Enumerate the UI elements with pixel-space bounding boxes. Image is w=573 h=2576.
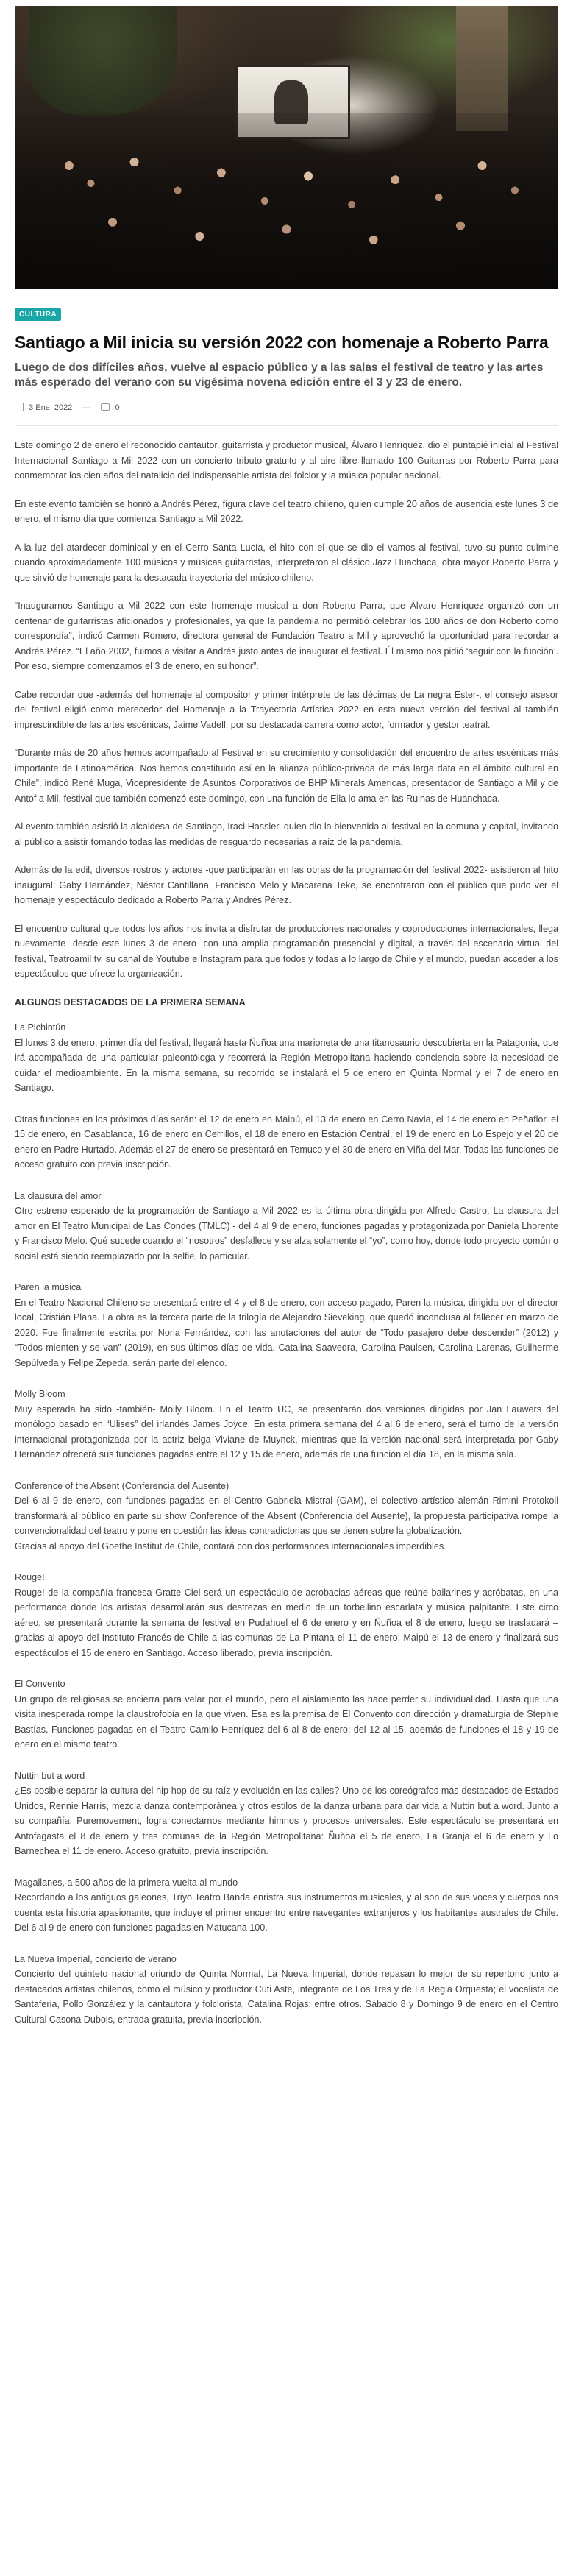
meta-separator: — [82, 403, 91, 413]
category-badge[interactable]: CULTURA [15, 308, 61, 321]
section-title: Conference of the Absent (Conferencia del Ausente) [15, 1480, 229, 1491]
section-title: Magallanes, a 500 años de la primera vuelta al mundo [15, 1877, 238, 1888]
section-title: Molly Bloom [15, 1389, 65, 1400]
date-item [15, 403, 72, 412]
section-text: Un grupo de religiosas se encierra para velar por el mundo, pero el aislamiento las hace perder su individualidad. Hasta que una visita inesperada rompe la claustrofobia en la que viven. Esa es la premisa de El Convento con dirección y dramaturgia de Stephie Bastías. Funciones pagadas en el Teatro Camilo Henríquez del 6 al 8 de enero; del 12 al 15, además de funciones el 18 y 19 de enero en el mismo teatro. [15, 1694, 558, 1750]
section-item [15, 1387, 558, 1462]
section-item [15, 1769, 558, 1859]
section-text: Otras funciones en los próximos días serán: el 12 de enero en Maipú, el 13 de enero en Cerro Navia, el 14 de enero en Peñaflor, el 15 de enero, en Casablanca, 16 de enero en Cerrillos, el 18 de enero en Estación Central, el 19 de enero en Lo Espejo y el 20 de enero en Padre Hurtado. Además el 27 de enero se presentará en Temuco y el 30 de enero en Viña del Mar. Todas las funciones de acceso gratuito con previa inscripción. [15, 1114, 558, 1170]
section-text: Otro estreno esperado de la programación de Santiago a Mil 2022 es la última obra dirigida por Alfredo Castro, La clausura del amor en El Teatro Municipal de Las Condes (TMLC) - del 4 al 9 de enero, funciones pagadas y protagonizada por Daniela Lhorente y Francisco Melo. Qué sucede cuando el “nosotros” desfallece y se alza solamente el “yo”, como hoy, donde todo proyecto común o social está siendo reemplazado por la selfie, lo particular. [15, 1206, 558, 1262]
divider [15, 425, 558, 426]
paragraph: Al evento también asistió la alcaldesa de Santiago, Iraci Hassler, quien dio la bienvenida al festival en la comuna y capital, invitando al público a asistir tomando todas las medidas de resguardo necesarias a raíz de la pandemia. [15, 821, 558, 847]
hero-image [15, 6, 558, 289]
section-title: La clausura del amor [15, 1190, 102, 1201]
article-date: 3 Ene, 2022 [29, 403, 73, 412]
section-title: El Convento [15, 1679, 65, 1690]
paragraph: “Inaugurarnos Santiago a Mil 2022 con este homenaje musical a don Roberto Parra, que Álvaro Henríquez organizó con un centenar de guitarristas aficionados y profesionales, ya que la pandemia no permitió celebrar los 100 años de don Roberto como correspondía”, indicó Carmen Romero, directora general de Fundación Teatro a Mil y aprovechó la oportunidad para recordar a Andrés Pérez. “El año 2002, fuimos a visitar a Andrés justo antes de inaugurar el festival. Él mismo nos pidió ‘seguir con la función’. Por eso, siempre comenzamos el 3 de enero, en su honor”. [15, 601, 558, 672]
section-text: ¿Es posible separar la cultura del hip hop de su raíz y evolución en las calles? Uno de los coreógrafos más destacados de Estados Unidos, Rennie Harris, mezcla danza contemporánea y otros estilos de la danza urbana para dar vida a Nuttin but a word. Junto a su compañía, Puremovement, logra conectarnos mediante himnos y procesos universales. Este espectáculo se presentará en Antofagasta el 8 de enero y tres comunas de la Región Metropolitana: Ñuñoa el 5 de enero, La Granja el 6 de enero y Lo Barnechea el 11 de enero. Acceso gratuito, previa inscripción. [15, 1786, 558, 1857]
section-text: Del 6 al 9 de enero, con funciones pagadas en el Centro Gabriela Mistral (GAM), el colectivo artístico alemán Rimini Protokoll transformará al público en parte su show Conference of the Absent (Conferencia del Ausente), la propuesta participativa rompe la convencionalidad del teatro y pone en cuestión las ideas contradictorias que se tienen sobre la globalización. [15, 1496, 558, 1537]
section-title: La Nueva Imperial, concierto de verano [15, 1953, 177, 1964]
section-title: Rouge! [15, 1572, 45, 1583]
section-text: Gracias al apoyo del Goethe Institut de Chile, contará con dos performances internacionales imperdibles. [15, 1540, 446, 1551]
paragraph: El encuentro cultural que todos los años nos invita a disfrutar de producciones nacionales y coproducciones internacionales, llega nuevamente -desde este lunes 3 de enero- con una amplia programación presencial y digital, a través del escenario virtual del festival, Teatroamil tv, su canal de Youtube e Instagram para que todos y todas a lo largo de Chile y el mundo, puedan acceder a los espectáculos que ofrece la organización. [15, 923, 558, 980]
section-text: En el Teatro Nacional Chileno se presentará entre el 4 y el 8 de enero, con acceso pagado, Paren la música, dirigida por el director local, Cristián Plana. La obra es la tercera parte de la trilogía de Alejandro Sieveking, que quedó inconclusa al fallecer en marzo de 2020. Fue finalmente escrita por Nona Fernández, con las anotaciones del autor de “Todo pasajero debe descender” (2012) y “Todos mienten y se van” (2019), en sus últimos días de vida. Catalina Saavedra, Carolina Paulsen, Carolina Larenas, Guilherme Sepúlveda y Felipe Zepeda, serán parte del elenco. [15, 1297, 558, 1368]
paragraph: Además de la edil, diversos rostros y actores -que participarán en las obras de la programación del festival 2022- asistieron al hito inaugural: Gaby Hernández, Néstor Cantillana, Francisco Melo y Macarena Teke, se encontraron con el público que pudo ver el homenaje y espectáculo dedicado a Roberto Parra y Andrés Pérez. [15, 865, 558, 906]
section-item [15, 1875, 558, 1936]
section-item [15, 1479, 558, 1554]
section-item [15, 1189, 558, 1264]
section-item [15, 1677, 558, 1752]
section-item [15, 1020, 558, 1096]
highlights-heading: ALGUNOS DESTACADOS DE LA PRIMERA SEMANA [15, 997, 246, 1008]
section-title: La Pichintún [15, 1022, 66, 1033]
hero-tree [29, 6, 177, 116]
paragraph: Este domingo 2 de enero el reconocido cantautor, guitarrista y productor musical, Álvaro Henríquez, dio el puntapié inicial al Festival Internacional Santiago a Mil 2022 con un concierto tributo gratuito y al aire libre llamado 100 Guitarras por Roberto Parra para conmemorar los cien años del natalicio del indispensable artista del folclor y la música popular nacional. [15, 440, 558, 481]
comments-link[interactable] [101, 403, 119, 412]
section-title: Nuttin but a word [15, 1770, 85, 1781]
section-text: Recordando a los antiguos galeones, Triyo Teatro Banda enristra sus instrumentos musicales, y al son de sus voces y cuerpos nos cuenta esta historia apasionante, que incluye el primer encuentro entre navegantes extranjeros y los habitantes australes de Chile. Del 6 al 9 de enero con funciones pagadas en Matucana 100. [15, 1892, 558, 1933]
hero-crowd [15, 113, 558, 289]
section-item [15, 1112, 558, 1172]
section-text: Rouge! de la compañía francesa Gratte Ciel será un espectáculo de acrobacias aéreas que reúne bailarines y acróbatas, en una performance donde los artistas desarrollarán sus destrezas en medio de un torbellino escarlata y música palpitante. Este circo aéreo, se presentará durante la semana de festival en Pudahuel el 6 de enero y en Ñuñoa el 8 de enero, luego se trasladará – gracias al apoyo del Instituto Francés de Chile a las comunas de La Pintana el 11 de enero, Maipú el 13 de enero y finalizará sus espectáculos el 15 de enero en Santiago. Acceso liberado, previa inscripción. [15, 1587, 558, 1658]
article-body [15, 438, 558, 2027]
section-text: Muy esperada ha sido -también- Molly Bloom. En el Teatro UC, se presentarán dos versiones dirigidas por Jan Lauwers del monólogo basado en “Ulises” del irlandés James Joyce. En esta primera semana del 4 al 6 de enero, será el turno de la versión internacional protagonizada por la actriz belga Viviane de Muynck, mientras que la versión nacional será interpretada por Gaby Hernández ofrecerá sus funciones pagadas entre el 12 y 15 de enero, además de una función el día 18, en la misma sala. [15, 1404, 558, 1460]
sections-list [15, 1020, 558, 2027]
section-item [15, 1570, 558, 1660]
comment-count: 0 [115, 403, 120, 413]
section-text: Concierto del quinteto nacional oriundo de Quinta Normal, La Nueva Imperial, donde repasan lo mejor de su repertorio junto a destacados artistas chilenos, como el músico y productor Cuti Aste, integrante de Los Tres y de La Regia Orquesta; el vocalista de Santaferia, Pollo González y la cantautora y folclorista, Catalina Rojas; entre otros. Sábado 8 y Domingo 9 de enero en el Centro Cultural Casona Dubois, entrada gratuita, previa inscripción. [15, 1969, 558, 2025]
section-text: El lunes 3 de enero, primer día del festival, llegará hasta Ñuñoa una marioneta de una titanosaurio descubierta en la Patagonia, que irá acompañada de una particular paleontóloga y recorrerá la Región Metropolitana haciendo conciencia sobre la necesidad de cuidar el medioambiente. En la misma semana, su recorrido se instalará el 5 de enero en Quinta Normal y el 7 de enero en Santiago. [15, 1037, 558, 1094]
article-title: Santiago a Mil inicia su versión 2022 con homenaje a Roberto Parra [15, 333, 549, 352]
section-title: Paren la música [15, 1282, 82, 1293]
paragraph: Cabe recordar que -además del homenaje al compositor y primer intérprete de las décimas de La negra Ester-, el consejo asesor del festival eligió como merecedor del Homenaje a la Trayectoria Artística 2022 en esta nueva versión del festival al también imprescindible de las artes escénicas, Jaime Vadell, por su destacada carrera como actor, formador y gestor teatral. [15, 689, 558, 730]
article-meta [15, 403, 558, 412]
section-item [15, 1952, 558, 2028]
calendar-icon [15, 403, 24, 411]
section-item [15, 1280, 558, 1370]
paragraph: “Durante más de 20 años hemos acompañado al Festival en su crecimiento y consolidación del encuentro de artes escénicas más importante de Latinoamérica. Nos hemos constituido así en la alianza público-privada de más larga data en el ámbito cultural en Chile”, indicó René Muga, Vicepresidente de Asuntos Corporativos de BHP Minerals Americas, presentador de Santiago a Mil y de Antof a Mil, festival que también comenzó este domingo, con una función de Ella lo ama en las Ruinas de Huanchaca. [15, 748, 558, 804]
paragraph: En este evento también se honró a Andrés Pérez, figura clave del teatro chileno, quien cumple 20 años de ausencia este lunes 3 de enero, el mismo día que comienza Santiago a Mil 2022. [15, 498, 558, 525]
paragraph: A la luz del atardecer dominical y en el Cerro Santa Lucía, el hito con el que se dio el vamos al festival, tuvo su punto culmine cuando aproximadamente 100 músicos y músicas guitarristas, interpretaron el clásico Jazz Huachaca, obra mayor Roberto Parra y que sirvió de homenaje para la destacada trayectoria del músico chileno. [15, 542, 558, 583]
comment-icon [101, 403, 110, 411]
article-lead: Luego de dos difíciles años, vuelve al espacio público y a las salas el festival de teatro y las artes más esperado del verano con su vigésima novena edición entre el 3 y 23 de enero. [15, 361, 544, 389]
